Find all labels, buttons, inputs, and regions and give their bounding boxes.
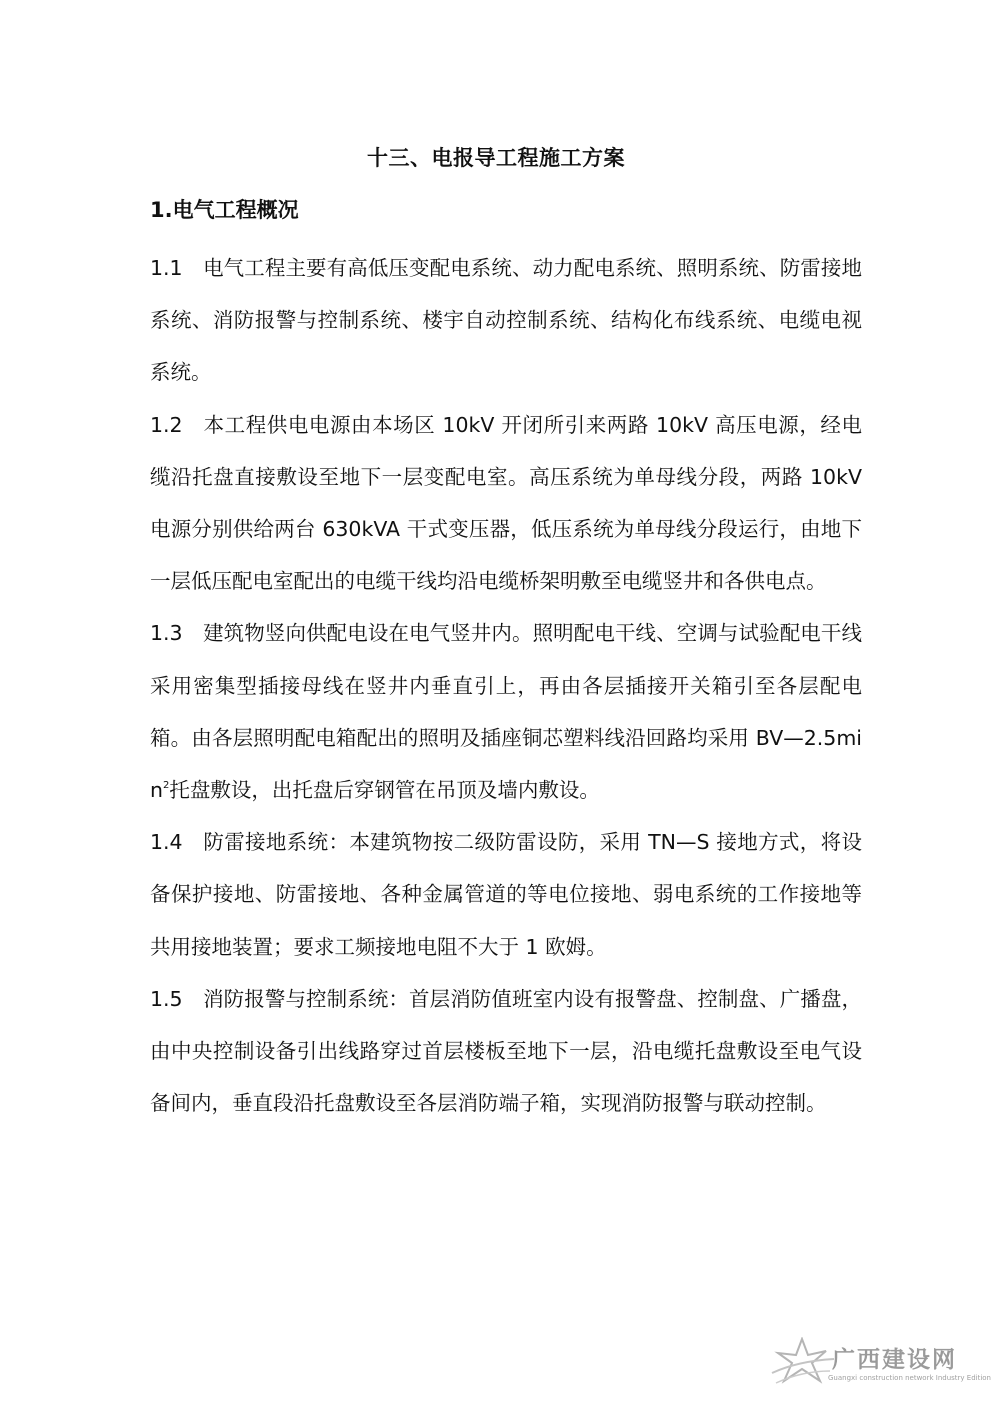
paragraph-1-4 bbox=[150, 816, 862, 973]
paragraph-number: 1.3 bbox=[150, 621, 183, 646]
document-body bbox=[150, 242, 862, 1129]
paragraph-text-continued: 托盘敷设，出托盘后穿钢管在吊顶及墙内敷设。 bbox=[169, 778, 600, 803]
paragraph-1-5 bbox=[150, 973, 862, 1130]
paragraph-number: 1.5 bbox=[150, 986, 183, 1011]
page-title: 十三、电报导工程施工方案 bbox=[367, 146, 625, 170]
paragraph-text: 防雷接地系统：本建筑物按二级防雷设防，采用 TN—S 接地方式，将设备保护接地、防雷接地、各种金属管道的等电位接地、弱电系统的工作接地等共用接地装置；要求工频接地电阻不大于 1 欧姆。 bbox=[150, 830, 862, 959]
watermark bbox=[768, 1335, 991, 1397]
paragraph-number: 1.1 bbox=[150, 256, 183, 280]
paragraph-1-1 bbox=[150, 242, 862, 399]
paragraph-text: 消防报警与控制系统：首层消防值班室内设有报警盘、控制盘、广播盘，由中央控制设备引出线路穿过首层楼板至地下一层，沿电缆托盘敷设至电气设备间内，垂直段沿托盘敷设至各层消防端子箱，实现消防报警与联动控制。 bbox=[150, 986, 862, 1116]
section-heading: 1.电气工程概况 bbox=[150, 198, 299, 222]
paragraph-1-3 bbox=[150, 607, 862, 816]
paragraph-text: 电气工程主要有高低压变配电系统、动力配电系统、照明系统、防雷接地系统、消防报警与控制系统、楼宇自动控制系统、结构化布线系统、电缆电视系统。 bbox=[150, 256, 862, 385]
watermark-subtitle: Guangxi construction network Industry Edition bbox=[828, 1374, 991, 1382]
paragraph-number: 1.2 bbox=[150, 412, 183, 437]
paragraph-number: 1.4 bbox=[150, 830, 183, 855]
paragraph-1-2 bbox=[150, 399, 862, 608]
paragraph-text: 本工程供电电源由本场区 10kV 开闭所引来两路 10kV 高压电源，经电缆沿托盘直接敷设至地下一层变配电室。高压系统为单母线分段，两路 10kV 电源分别供给两台 630kVA 干式变压器，低压系统为单母线分段运行，由地下一层低压配电室配出的电缆干线均沿电缆桥架明敷至电缆竖井和各供电点。 bbox=[150, 412, 862, 594]
paragraph-text: 建筑物竖向供配电设在电气竖井内。照明配电干线、空调与试验配电干线采用密集型插接母线在竖井内垂直引上，再由各层插接开关箱引至各层配电箱。由各层照明配电箱配出的照明及插座铜芯塑料线沿回路均采用 BV—2.5min bbox=[150, 621, 862, 803]
superscript-2: 2 bbox=[163, 780, 170, 792]
watermark-name: 广西建设网 bbox=[832, 1346, 957, 1373]
